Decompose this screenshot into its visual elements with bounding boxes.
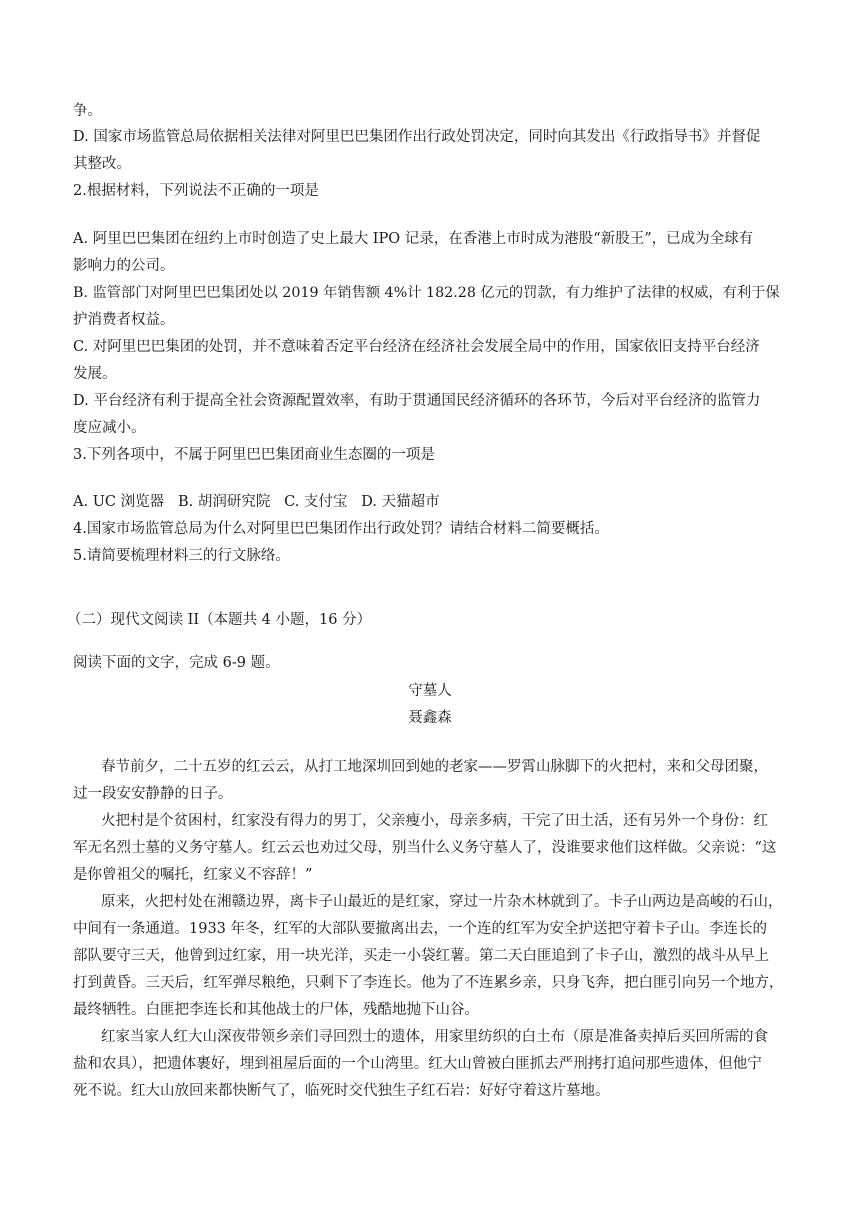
- paragraph-line: 红家当家人红大山深夜带领乡亲们寻回烈士的遗体，用家里纺织的白土布（原是准备卖掉后买回所需的食: [101, 1029, 768, 1045]
- text-line: 发展。: [73, 366, 117, 382]
- paragraph-line: 原来，火把村处在湘赣边界，离卡子山最近的是红家，穿过一片杂木林就到了。卡子山两边是高峻的石山，: [101, 894, 783, 910]
- article-author: 聂鑫森: [408, 710, 452, 726]
- paragraph-line: 死不说。红大山放回来都快断气了，临死时交代独生子红石岩：好好守着这片墓地。: [73, 1083, 610, 1099]
- text-line: 争。: [73, 103, 102, 119]
- option-d-line: D. 平台经济有利于提高全社会资源配置效率，有助于贯通国民经济循环的各环节，今后对平台经济的监管力: [73, 393, 761, 409]
- question-3: 3.下列各项中，不属于阿里巴巴集团商业生态圈的一项是: [73, 447, 435, 463]
- paragraph-line: 火把村是个贫困村，红家没有得力的男丁，父亲瘦小，母亲多病，干完了田土活，还有另外一个身份：红: [101, 813, 768, 829]
- question-3-options: A. UC 浏览器 B. 胡润研究院 C. 支付宝 D. 天猫超市: [73, 494, 440, 510]
- text-line: 其整改。: [73, 156, 131, 172]
- option-b-line: B. 监管部门对阿里巴巴集团处以 2019 年销售额 4%计 182.28 亿元的罚款，有力维护了法律的权威，有利于保: [73, 285, 780, 301]
- text-line: 护消费者权益。: [73, 312, 175, 328]
- paragraph-line: 部队要守三天，他曾到过红家，用一块光洋，买走一小袋红薯。第二天白匪追到了卡子山，激烈的战斗从早上: [73, 948, 769, 964]
- question-2: 2.根据材料，下列说法不正确的一项是: [73, 183, 319, 199]
- paragraph-line: 军无名烈士墓的义务守墓人。红云云也劝过父母，别当什么义务守墓人了，没谁要求他们这样做。父亲说：“这: [73, 840, 777, 856]
- section-heading: （二）现代文阅读 II（本题共 4 小题，16 分）: [67, 612, 372, 628]
- paragraph-line: 是你曾祖父的嘱托，红家义不容辞！”: [73, 867, 313, 883]
- paragraph-line: 中间有一条通道。1933 年冬，红军的大部队要撤离出去，一个连的红军为安全护送把守着卡子山。李连长的: [73, 921, 768, 937]
- option-c-line: C. 对阿里巴巴集团的处罚，并不意味着否定平台经济在经济社会发展全局中的作用，国家依旧支持平台经济: [73, 339, 760, 355]
- question-5: 5.请简要梳理材料三的行文脉络。: [73, 548, 290, 564]
- question-4: 4.国家市场监管总局为什么对阿里巴巴集团作出行政处罚？请结合材料二简要概括。: [73, 521, 609, 537]
- paragraph-line: 最终牺牲。白匪把李连长和其他战士的尸体，残酷地抛下山谷。: [73, 1002, 479, 1018]
- paragraph-line: 盐和农具），把遗体裹好，埋到祖屋后面的一个山湾里。红大山曾被白匪抓去严刑拷打追问那些遗体，但他宁: [73, 1056, 762, 1072]
- text-line: 度应减小。: [73, 420, 146, 436]
- paragraph-line: 打到黄昏。三天后，红军弹尽粮绝，只剩下了李连长。他为了不连累乡亲，只身飞奔，把白匪引向另一个地方，: [73, 975, 784, 991]
- option-a-line: A. 阿里巴巴集团在纽约上市时创造了史上最大 IPO 记录，在香港上市时成为港股“新股王”，已成为全球有: [73, 231, 754, 247]
- option-d-line: D. 国家市场监管总局依据相关法律对阿里巴巴集团作出行政处罚决定，同时向其发出《行政指导书》并督促: [73, 129, 761, 145]
- paragraph-line: 过一段安安静静的日子。: [73, 786, 233, 802]
- reading-instruction: 阅读下面的文字，完成 6-9 题。: [73, 655, 280, 671]
- text-line: 影响力的公司。: [73, 258, 175, 274]
- paragraph-line: 春节前夕，二十五岁的红云云，从打工地深圳回到她的老家——罗霄山脉脚下的火把村，来和父母团聚，: [101, 759, 768, 775]
- article-title: 守墓人: [408, 683, 452, 699]
